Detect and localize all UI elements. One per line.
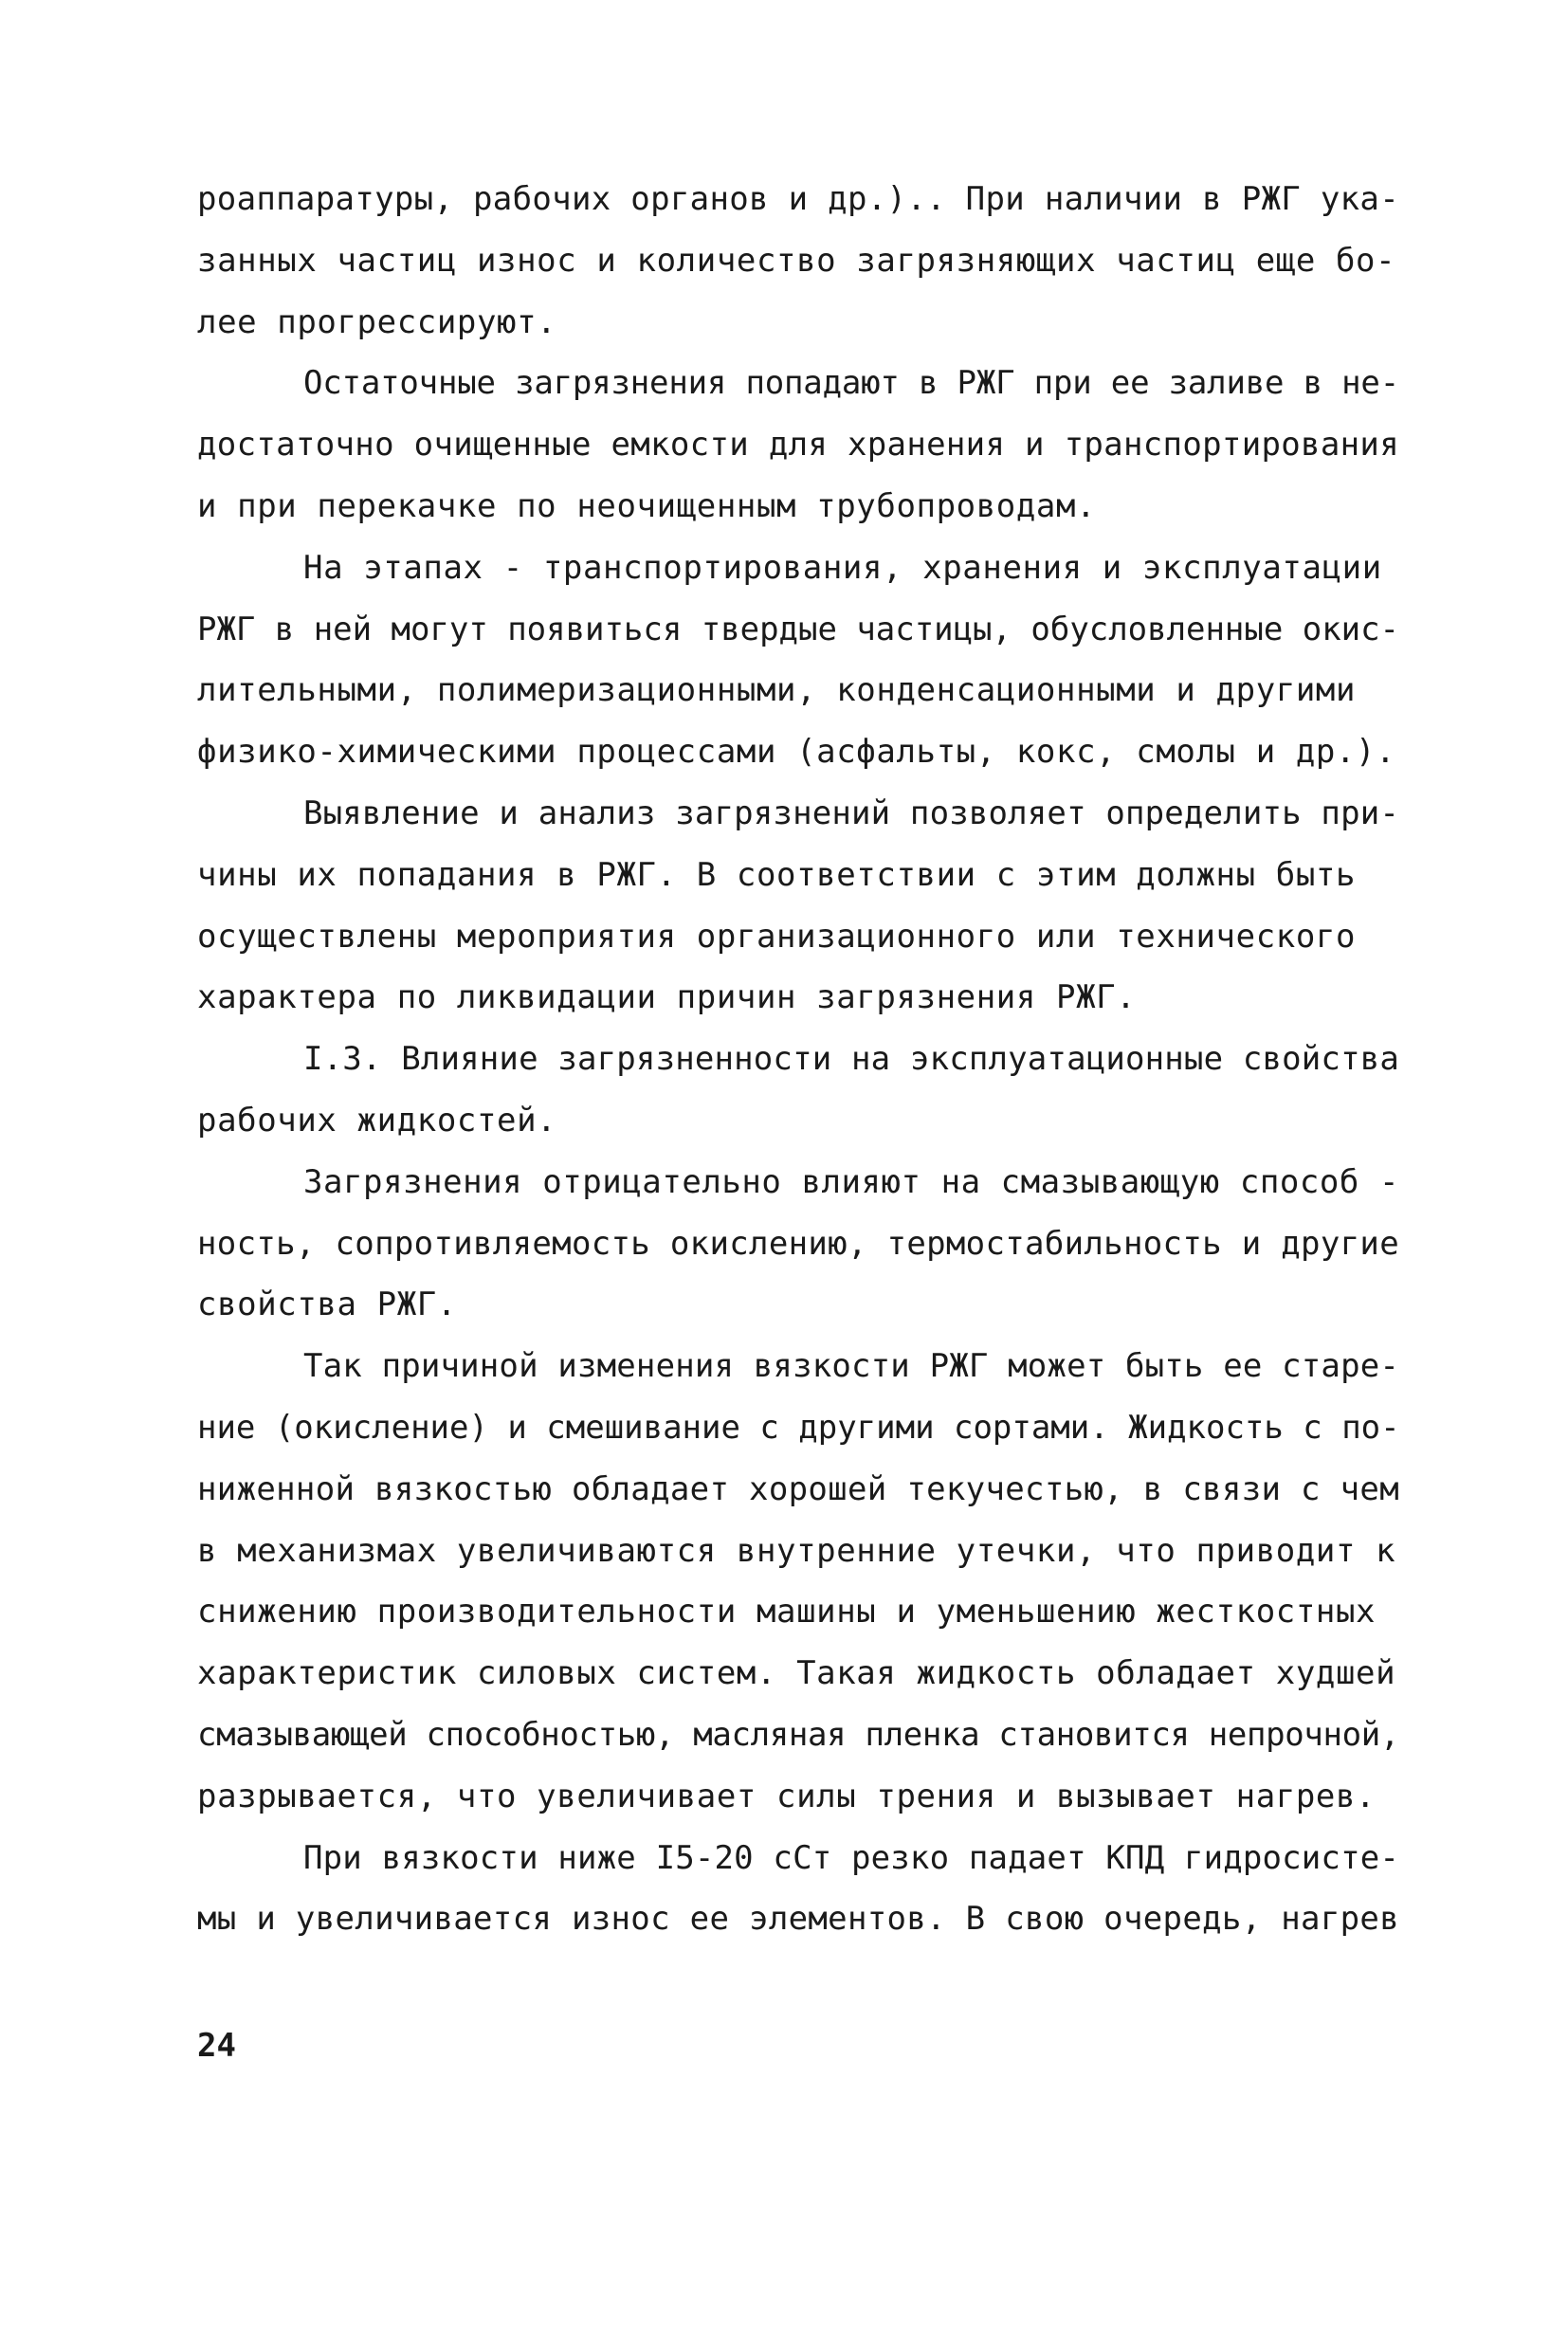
text-line: На этапах - транспортирования, хранения и эксплуатации	[303, 548, 1382, 587]
text-line: роаппаратуры, рабочих органов и др.).. При наличии в РЖГ ука-	[197, 180, 1399, 218]
text-line: Загрязнения отрицательно влияют на смазывающую способ -	[303, 1162, 1399, 1201]
text-line: Остаточные загрязнения попадают в РЖГ при ее заливе в не-	[303, 364, 1399, 403]
text-line: осуществлены мероприятия организационного или технического	[197, 917, 1357, 956]
text-line: ние (окисление) и смешивание с другими сортами. Жидкость с по-	[197, 1409, 1400, 1447]
text-line: свойства РЖГ.	[197, 1285, 457, 1324]
text-line: разрывается, что увеличивает силы трения и вызывает нагрев.	[197, 1777, 1377, 1815]
page-number: 24	[197, 2027, 236, 2065]
text-line: снижению производительности машины и уменьшению жесткостных	[197, 1593, 1377, 1632]
text-line: РЖГ в ней могут появиться твердые частицы, обусловленные окис-	[197, 610, 1399, 648]
text-line: характеристик силовых систем. Такая жидкость обладает худшей	[197, 1654, 1396, 1693]
text-line: При вязкости ниже I5-20 сСт резко падает КПД гидросисте-	[303, 1838, 1399, 1877]
text-line: лительными, полимеризационными, конденсационными и другими	[197, 671, 1357, 710]
text-line: рабочих жидкостей.	[197, 1102, 557, 1140]
text-line: в механизмах увеличиваются внутренние утечки, что приводит к	[197, 1531, 1396, 1570]
text-line: Выявление и анализ загрязнений позволяет определить при-	[303, 794, 1399, 832]
text-line: занных частиц износ и количество загрязняющих частиц еще бо-	[197, 241, 1396, 280]
text-line: I.3. Влияние загрязненности на эксплуатационные свойства	[303, 1040, 1399, 1079]
text-line: смазывающей способностью, масляная пленка становится непрочной,	[197, 1716, 1399, 1754]
text-line: достаточно очищенные емкости для хранения и транспортирования	[197, 426, 1399, 465]
text-line: лее прогрессируют.	[197, 302, 557, 341]
text-line: Так причиной изменения вязкости РЖГ может быть ее старе-	[303, 1347, 1399, 1386]
text-line: ниженной вязкостью обладает хорошей текучестью, в связи с чем	[197, 1469, 1399, 1508]
text-line: мы и увеличивается износ ее элементов. В свою очередь, нагрев	[197, 1900, 1399, 1939]
text-line: ность, сопротивляемость окислению, термостабильность и другие	[197, 1224, 1399, 1263]
text-line: физико-химическими процессами (асфальты, кокс, смолы и др.).	[197, 733, 1396, 772]
text-line: характера по ликвидации причин загрязнения РЖГ.	[197, 978, 1137, 1017]
text-line: чины их попадания в РЖГ. В соответствии с этим должны быть	[197, 855, 1357, 894]
text-line: и при перекачке по неочищенным трубопроводам.	[197, 487, 1097, 525]
